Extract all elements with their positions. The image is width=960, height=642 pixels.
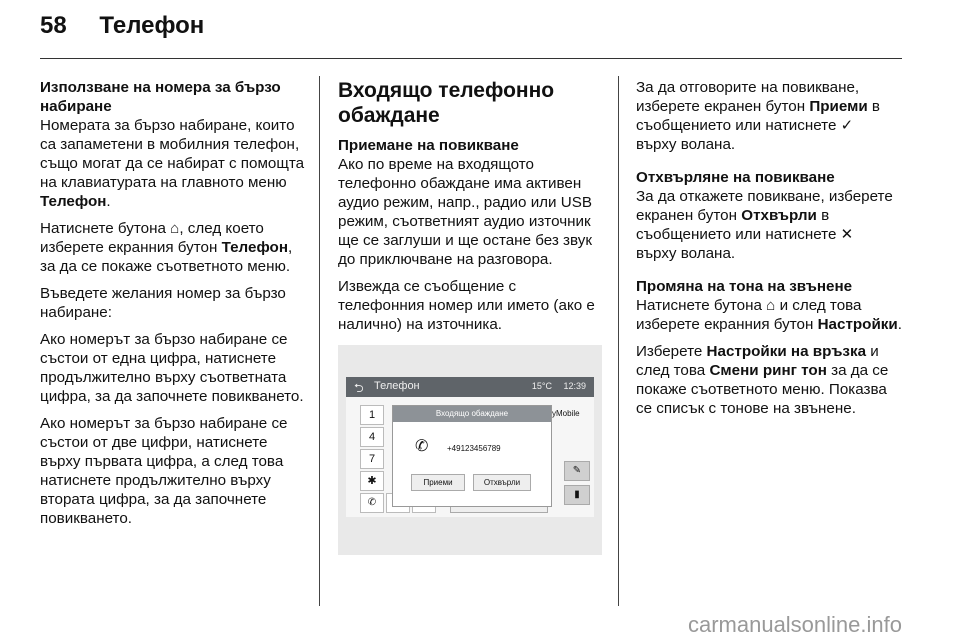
phone-icon: ✆	[360, 493, 384, 513]
mobile-label: yMobile	[552, 409, 580, 418]
reject-paragraph: За да откажете повикване, изберете екранен бутон Отхвърли в съобщението или натиснете ✕ върху волана.	[636, 188, 893, 262]
answer-paragraph: За да отговорите на повикване, изберете екранен бутон Приеми в съобщението или натиснете ✓ върху волана.	[636, 79, 880, 153]
ringtone-paragraph-2: Изберете Настройки на връзка и след това Смени ринг тон за да се покаже съответното меню. Показва се списък с тонове на звънене.	[636, 343, 889, 417]
ringtone-paragraph-1: Натиснете бутона ⌂ и след това изберете екранния бутон Настройки.	[636, 297, 902, 333]
reject-icon: ✕	[840, 226, 854, 243]
speed-dial-heading: Използване на номера за бързо набиране	[40, 79, 281, 115]
keypad-key: ✱	[360, 471, 384, 491]
speed-dial-paragraph-2: Натиснете бутона ⌂, след което изберете екранния бутон Телефон, за да се покаже съответното меню.	[40, 220, 293, 275]
accept-button: Приеми	[411, 474, 465, 491]
column-1	[40, 78, 308, 536]
incoming-call-dialog	[392, 405, 552, 507]
phone-icon: ✆	[415, 438, 429, 455]
speaker-icon: ▮	[564, 485, 590, 505]
watermark: carmanualsonline.info	[687, 612, 902, 637]
header-rule	[40, 58, 902, 59]
reject-button: Отхвърли	[473, 474, 531, 491]
column-divider-2	[618, 76, 619, 606]
speed-dial-paragraph-3: Въведете желания номер за бързо набиране:	[40, 285, 286, 321]
page-number: 58	[40, 12, 67, 39]
keypad-key: 4	[360, 427, 384, 447]
column-divider-1	[319, 76, 320, 606]
answer-icon: ✓	[840, 117, 854, 134]
incoming-paragraph-2: Извежда се съобщение с телефонния номер или името (ако е налично) на източника.	[338, 278, 595, 333]
speed-dial-paragraph-1: Номерата за бързо набиране, които са запаметени в мобилния телефон, също могат да се набират с помощта на клавиатурата на главното меню Телефон.	[40, 117, 305, 210]
column-2	[338, 78, 606, 342]
page-header	[40, 12, 204, 40]
caller-number: +49123456789	[447, 444, 501, 453]
dialog-title: Входящо обаждане	[393, 406, 551, 422]
incoming-call-screen-image	[338, 345, 602, 555]
incoming-paragraph-1: Ако по време на входящото телефонно обаждане има активен аудио режим, напр., радио или USB режим, съответният аудио източник ще се заглуши и ще остане без звук до приключване на разговора.	[338, 156, 592, 268]
screen-title-bar	[346, 377, 594, 397]
accept-call-subheading: Приемане на повикване	[338, 137, 519, 154]
reject-call-subheading: Отхвърляне на повикване	[636, 169, 835, 186]
speed-dial-paragraph-4: Ако номерът за бързо набиране се състои от една цифра, натиснете продължително върху съответната цифра, за да започнете повикването.	[40, 331, 304, 405]
speed-dial-paragraph-5: Ако номерът за бързо набиране се състои от две цифри, натиснете върху първата цифра, а след това натиснете продължително върху втората цифра, за да започнете повикването.	[40, 415, 288, 527]
screen-title: Телефон	[374, 380, 420, 392]
incoming-call-heading: Входящо телефонно обаждане	[338, 79, 555, 127]
mute-mic-icon: ✎	[564, 461, 590, 481]
ringtone-subheading: Промяна на тона на звънене	[636, 278, 853, 295]
screen-body	[346, 397, 594, 517]
column-3	[636, 78, 904, 426]
home-icon: ⌂	[170, 220, 180, 237]
back-icon: ⮌	[354, 381, 364, 395]
keypad-key: 1	[360, 405, 384, 425]
keypad-key: 7	[360, 449, 384, 469]
home-icon: ⌂	[766, 297, 776, 314]
screen-temperature: 15°C	[531, 381, 552, 391]
screen-clock: 12:39	[563, 381, 586, 391]
page-title: Телефон	[99, 12, 205, 39]
